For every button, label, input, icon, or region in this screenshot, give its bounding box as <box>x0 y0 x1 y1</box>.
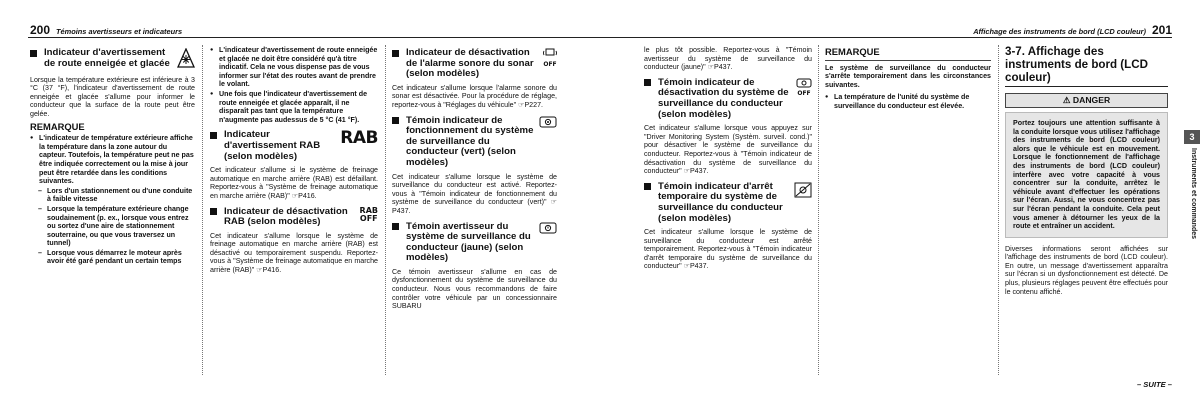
driver-monitor-off-icon: OFF <box>796 78 812 98</box>
remark-subitem: – Lorsque la température extérieure change soudainement (p. ex., lorsque vous entrez ou sortez d'une aire de stationnement souterraine, ou que vous traversez un tunnel) <box>30 205 195 248</box>
heading-square-icon <box>644 183 651 190</box>
danger-label: DANGER <box>1072 95 1111 106</box>
heading-square-icon <box>210 132 217 139</box>
heading-square-icon <box>392 50 399 57</box>
driver-monitor-warning-icon <box>539 222 557 238</box>
heading-square-icon <box>30 50 37 57</box>
left-column-3 <box>392 46 557 315</box>
heading-square-icon <box>210 208 217 215</box>
continued-footer: – SUITE – <box>1136 380 1172 389</box>
lcd-paragraph: Diverses informations seront affichées sur l'affichage des instruments de bord (LCD couleur). En outre, un message d'avertissement apparaîtra sur l'écran si un dysfonctionnement est détecté. De plus, plusieurs réglages peuvent être effectués pour le contenu affiché. <box>1005 244 1168 296</box>
warning-triangle-icon: ⚠ <box>1062 95 1071 106</box>
remark-title: REMARQUE <box>30 120 85 132</box>
left-header-rule <box>28 37 600 38</box>
danger-banner <box>1005 93 1168 108</box>
left-column-2 <box>210 46 378 279</box>
section-heading-dms-yellow: Témoin avertisseur du système de surveillance du conducteur (jaune) (selon modèles) <box>392 222 557 264</box>
left-page-number: 200 <box>30 23 51 37</box>
section-heading-rab-off: Indicateur de désactivation RAB (selon modèles) RAB OFF <box>210 207 378 228</box>
column-divider <box>998 45 999 375</box>
note-item: ● Une fois que l'indicateur d'avertissement de route enneigée et glacée apparaît, il ne disparaît pas tant que la température n'augmente pas audessus de 5 °C (41 °F). <box>210 90 378 124</box>
rab-off-paragraph: Cet indicateur s'allume lorsque le système de freinage automatique en marche arrière (RAB) est désactivé ou temporairement suspendu. Reportez-vous à "Système de freinage automatique en marche arrière (RAB)" ☞P416. <box>210 231 378 275</box>
rab-off-icon: RAB OFF <box>359 205 378 223</box>
right-column-2 <box>825 46 991 114</box>
right-header-rule <box>600 37 1172 38</box>
snow-road-notes <box>210 46 378 124</box>
left-column-1 <box>30 46 195 269</box>
right-page-number: 201 <box>1151 23 1172 37</box>
section-heading-dms-green: Témoin indicateur de fonctionnement du système de surveillance du conducteur (vert) (selon modèles) <box>392 116 557 169</box>
section-heading-dms-off: Témoin indicateur de désactivation du système de surveillance du conducteur (selon modèles) OFF <box>644 78 812 120</box>
dms-yellow-paragraph: Ce témoin avertisseur s'allume en cas de dysfonctionnement du système de surveillance du conducteur. Nous vous recommandons de faire contrôler votre véhicule par un concessionnaire SUBARU <box>392 267 557 311</box>
dms-green-paragraph: Cet indicateur s'allume lorsque le système de surveillance du conducteur est activé. Reportez-vous à "Témoin indicateur de fonctionnement du système de surveillance du conducteur (vert)" ☞P437. <box>392 172 557 215</box>
remark-subitem: – Lorsque vous démarrez le moteur après avoir été garé pendant un certain temps <box>30 249 195 266</box>
remark-title: REMARQUE <box>825 46 880 57</box>
continued-paragraph: le plus tôt possible. Reportez-vous à "Témoin avertisseur du système de surveillance du conducteur (jaune)" ☞P437. <box>644 46 812 72</box>
section-title: 3-7. Affichage des instruments de bord (LCD couleur) <box>1005 46 1168 87</box>
rab-warning-paragraph: Cet indicateur s'allume si le système de freinage automatique en marche arrière (RAB) est défaillant. Reportez-vous à "Système de freinage automatique en marche arrière (RAB)" ☞P416. <box>210 166 378 200</box>
chapter-tab-label: Instruments et commandes <box>1190 148 1197 240</box>
section-heading-rab-warning: Indicateur d'avertissement RAB (selon modèles) RAB <box>210 130 378 162</box>
column-divider <box>818 45 819 375</box>
left-page-header <box>30 18 182 36</box>
remark-subitem: – Lors d'un stationnement ou d'une conduite à faible vitesse <box>30 187 195 204</box>
left-header-title: Témoins avertisseurs et indicateurs <box>56 27 183 36</box>
dms-off-paragraph: Cet indicateur s'allume lorsque vous appuyez sur "Driver Monitoring System (Systèm. surveil. cond.)" pour désactiver le système de surveillance du conducteur. Reportez-vous à "Témoin indicateur de désactivation du système de surveillance du conducteur" ☞P437. <box>644 124 812 176</box>
column-divider <box>202 45 203 375</box>
section-heading-dms-pause: Témoin indicateur d'arrêt temporaire du système de surveillance du conducteur (selon modèles) <box>644 182 812 224</box>
section-heading-snow-road: Indicateur d'avertissement de route enneigée et glacée <box>30 48 195 72</box>
column-divider <box>385 45 386 375</box>
right-column-3 <box>1005 46 1168 300</box>
chapter-tab: 3 <box>1184 130 1200 144</box>
rab-icon: RAB <box>340 128 378 149</box>
right-page <box>600 0 1200 402</box>
heading-square-icon <box>392 117 399 124</box>
right-header-title: Affichage des instruments de bord (LCD couleur) <box>973 27 1146 36</box>
sonar-off-icon: OFF <box>543 48 557 68</box>
remark-list <box>30 134 195 266</box>
remark-item: ● La température de l'unité du système de surveillance du conducteur est élevée. <box>825 93 991 110</box>
snowflake-road-icon <box>177 48 195 72</box>
driver-monitor-icon <box>539 116 557 132</box>
snow-road-paragraph: Lorsque la température extérieure est inférieure à 3 °C (37 °F), l'indicateur d'avertissement de route enneigée et glacée s'allume pour informer le conducteur que la surface de la route peut être gelée. <box>30 75 195 118</box>
heading-square-icon <box>644 79 651 86</box>
danger-box: Portez toujours une attention suffisante à la conduite lorsque vous utilisez l'affichage des instruments de bord (LCD couleur) alors que le véhicule est en mouvement. Lorsque le fonctionnement de l'affichage des instruments de bord (LCD couleur) interfère avec votre capacité à vous concentrer sur la conduite, arrêtez le véhicule avant d'effectuer les opérations sur l'écran. Aussi, ne vous concentrez pas sur l'écran pendant la conduite. Cela peut vous amener à détourner les yeux de la route et entraîner un accident. <box>1005 112 1168 238</box>
driver-monitor-pause-icon <box>794 182 812 202</box>
section-heading-sonar-off: Indicateur de désactivation de l'alarme sonore du sonar (selon modèles) OFF <box>392 48 557 80</box>
heading-square-icon <box>392 223 399 230</box>
sonar-off-paragraph: Cet indicateur s'allume lorsque l'alarme sonore du sonar est désactivée. Pour la procédure de réglage, reportez-vous à "Réglages du véhicule" ☞P227. <box>392 83 557 109</box>
note-item: ● L'indicateur d'avertissement de route enneigée et glacée ne doit être considéré qu'à titre indicatif. Cela ne vous dispense pas de vous informer sur l'état des routes avant de prendre le volant. <box>210 46 378 89</box>
right-column-1 <box>644 46 812 275</box>
remark-item: ● L'indicateur de température extérieure affiche la température dans la zone autour du capteur. Toutefois, la température peut ne pas être indiquée correctement ou la mise à jour peut être retardée dans les conditions suivantes. <box>30 134 195 186</box>
dms-pause-paragraph: Cet indicateur s'allume lorsque le système de surveillance du conducteur est arrêté temporairement. Reportez-vous à "Témoin indicateur d'arrêt temporaire du système de surveillance du conducteur" ☞P437. <box>644 228 812 271</box>
remark-divider <box>825 60 991 61</box>
right-page-header <box>973 18 1172 36</box>
remark-list <box>825 93 991 110</box>
remark-paragraph: Le système de surveillance du conducteur s'arrête temporairement dans les circonstances suivantes. <box>825 63 991 89</box>
